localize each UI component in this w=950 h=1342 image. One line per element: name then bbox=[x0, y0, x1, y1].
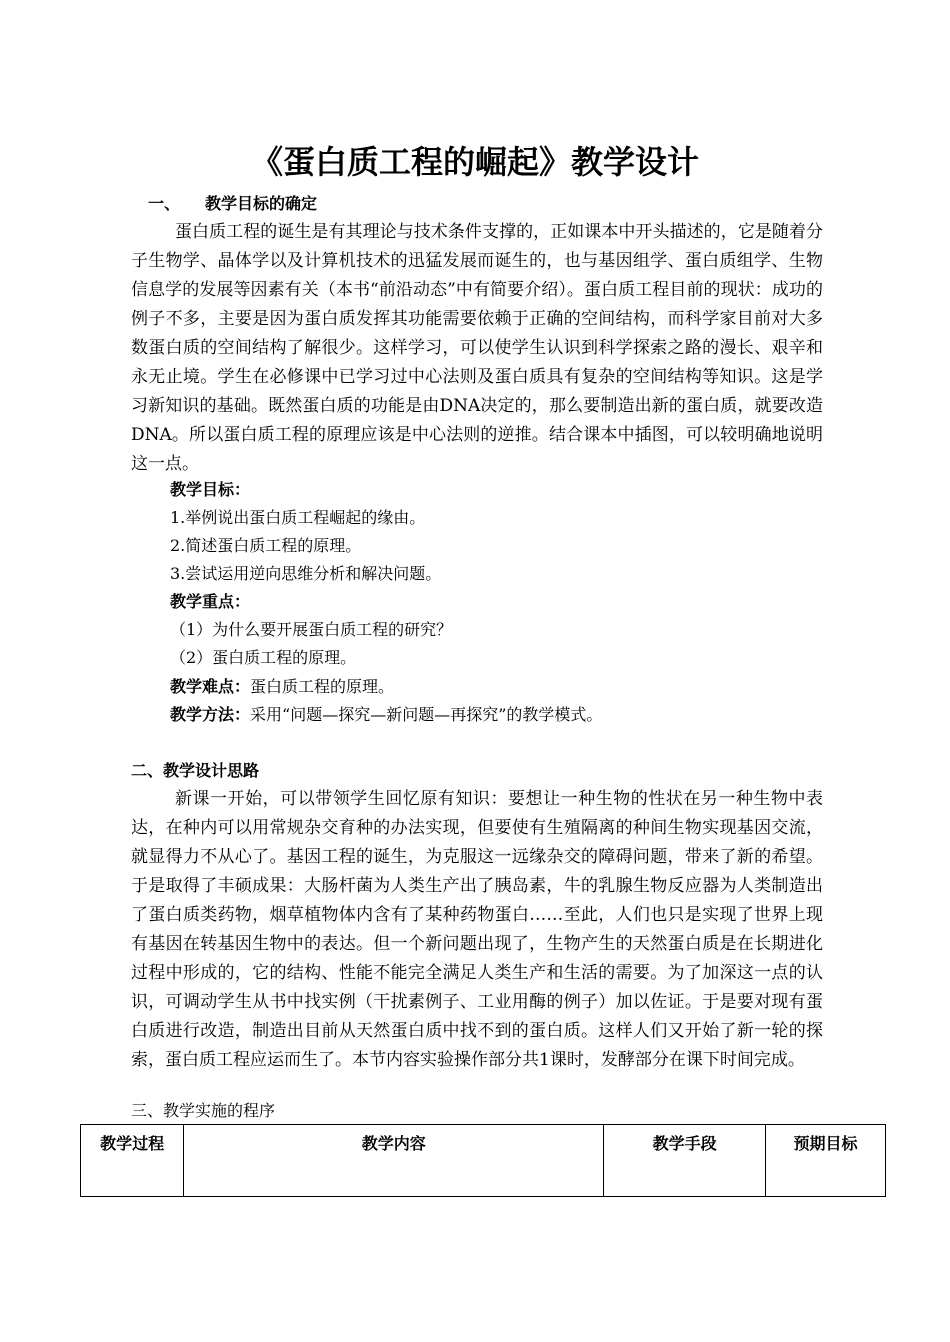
table-header-goal: 预期目标 bbox=[765, 1125, 885, 1197]
focus-item-2: （2）蛋白质工程的原理。 bbox=[170, 648, 357, 667]
difficulty-line bbox=[170, 677, 394, 697]
focus-label: 教学重点： bbox=[170, 592, 251, 611]
document-title: 《蛋白质工程的崛起》教学设计 bbox=[250, 143, 699, 181]
table-header-process: 教学过程 bbox=[81, 1125, 184, 1197]
method-line bbox=[170, 705, 602, 725]
focus-item-1: （1）为什么要开展蛋白质工程的研究？ bbox=[170, 620, 453, 639]
difficulty-label: 教学难点： bbox=[170, 677, 251, 696]
method-text: 采用“问题—探究—新问题—再探究”的教学模式。 bbox=[250, 705, 603, 724]
method-label: 教学方法： bbox=[170, 705, 251, 724]
section1-heading: 教学目标的确定 bbox=[205, 194, 318, 213]
section1-paragraph: 蛋白质工程的诞生是有其理论与技术条件支撑的，正如课本中开头描述的，它是随着分子生物学、晶体学以及计算机技术的迅猛发展而诞生的，也与基因组学、蛋白质组学、生物信息学的发展等因素有关（本书“前沿动态”中有简要介绍）。蛋白质工程目前的现状：成功的例子不多，主要是因为蛋白质发挥其功能需要依赖于正确的空间结构，而科学家目前对大多数蛋白质的空间结构了解很少。这样学习，可以使学生认识到科学探索之路的漫长、艰辛和永无止境。学生在必修课中已学习过中心法则及蛋白质具有复杂的空间结构等知识。这是学习新知识的基础。既然蛋白质的功能是由DNA决定的，那么要制造出新的蛋白质，就要改造DNA。所以蛋白质工程的原理应该是中心法则的逆推。结合课本中插图，可以较明确地说明这一点。 bbox=[131, 222, 823, 474]
objective-item-2: 2.简述蛋白质工程的原理。 bbox=[170, 536, 362, 555]
table-header-content: 教学内容 bbox=[184, 1125, 604, 1197]
section2-heading: 二、教学设计思路 bbox=[131, 761, 260, 780]
table-header-row bbox=[81, 1125, 886, 1197]
section1-number: 一、 bbox=[148, 194, 181, 213]
objective-item-1: 1.举例说出蛋白质工程崛起的缘由。 bbox=[170, 508, 426, 527]
table-header-means: 教学手段 bbox=[604, 1125, 766, 1197]
section2-paragraph: 新课一开始，可以带领学生回忆原有知识：要想让一种生物的性状在另一种生物中表达，在种内可以用常规杂交育种的办法实现，但要使有生殖隔离的种间生物实现基因交流，就显得力不从心了。基因工程的诞生，为克服这一远缘杂交的障碍问题，带来了新的希望。于是取得了丰硕成果：大肠杆菌为人类生产出了胰岛素，牛的乳腺生物反应器为人类制造出了蛋白质类药物，烟草植物体内含有了某种药物蛋白……至此，人们也只是实现了世界上现有基因在转基因生物中的表达。但一个新问题出现了，生物产生的天然蛋白质是在长期进化过程中形成的，它的结构、性能不能完全满足人类生产和生活的需要。为了加深这一点的认识，可调动学生从书中找实例（干扰素例子、工业用酶的例子）加以佐证。于是要对现有蛋白质进行改造，制造出目前从天然蛋白质中找不到的蛋白质。这样人们又开始了新一轮的探索，蛋白质工程应运而生了。本节内容实验操作部分共1课时，发酵部分在课下时间完成。 bbox=[131, 789, 823, 1070]
section3-heading: 三、教学实施的程序 bbox=[131, 1101, 276, 1120]
procedure-table bbox=[80, 1124, 886, 1197]
objectives-label: 教学目标： bbox=[170, 480, 251, 499]
difficulty-text: 蛋白质工程的原理。 bbox=[250, 677, 395, 696]
objective-item-3: 3.尝试运用逆向思维分析和解决问题。 bbox=[170, 564, 442, 583]
